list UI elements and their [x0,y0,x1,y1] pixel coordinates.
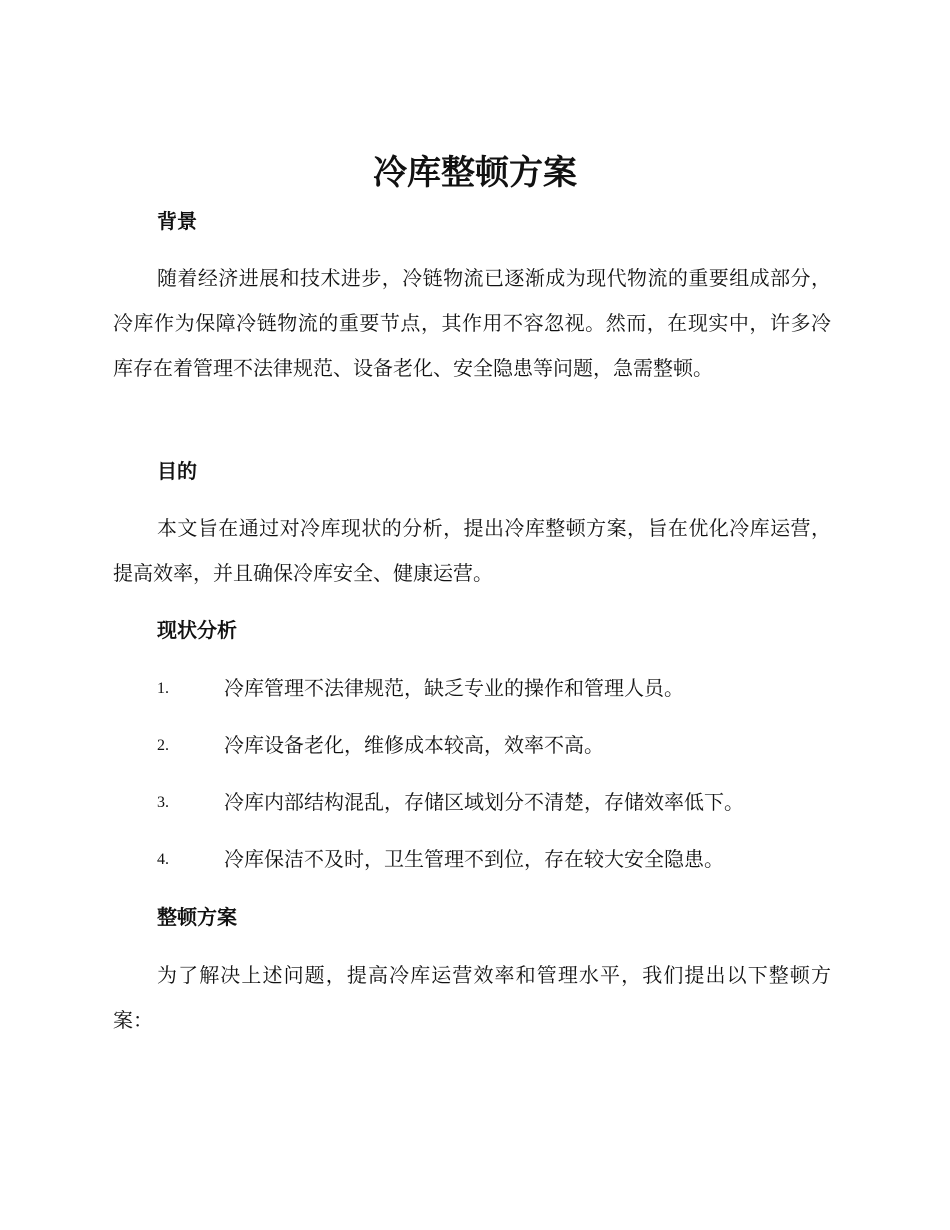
section-heading-purpose: 目的 [157,459,197,483]
plan-paragraph: 为了解决上述问题，提高冷库运营效率和管理水平，我们提出以下整顿方案： [113,963,831,1032]
list-item-number: 3. [157,794,169,811]
list-item-number: 2. [157,737,169,754]
background-paragraph: 随着经济进展和技术进步，冷链物流已逐渐成为现代物流的重要组成部分，冷库作为保障冷链物流的重要节点，其作用不容忽视。然而，在现实中，许多冷库存在着管理不法律规范、设备老化、安全隐患等问题，急需整顿。 [113,266,831,380]
section-heading-analysis: 现状分析 [157,618,237,642]
list-item [157,730,837,760]
section-heading-plan: 整顿方案 [157,905,237,929]
list-item [157,844,837,874]
list-item [157,673,837,703]
list-item-text: 冷库保洁不及时，卫生管理不到位，存在较大安全隐患。 [224,847,724,871]
list-item-number: 1. [157,680,169,697]
list-item-number: 4. [157,851,169,868]
list-item-text: 冷库设备老化，维修成本较高，效率不高。 [224,733,604,757]
document-title: 冷库整顿方案 [373,153,577,193]
list-item-text: 冷库管理不法律规范，缺乏专业的操作和管理人员。 [224,676,684,700]
list-item [157,787,837,817]
list-item-text: 冷库内部结构混乱，存储区域划分不清楚，存储效率低下。 [224,790,744,814]
section-heading-background: 背景 [157,209,197,233]
purpose-paragraph: 本文旨在通过对冷库现状的分析，提出冷库整顿方案，旨在优化冷库运营，提高效率，并且确保冷库安全、健康运营。 [113,516,831,585]
